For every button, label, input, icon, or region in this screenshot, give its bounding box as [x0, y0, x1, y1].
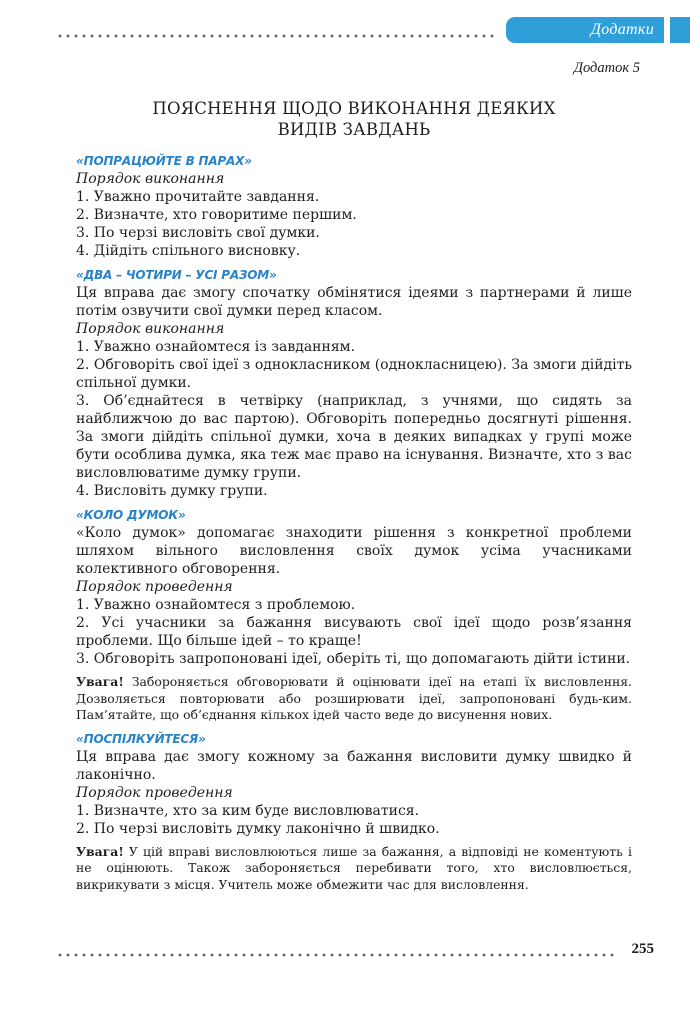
step: 4. Дійдіть спільного висновку. — [76, 243, 301, 259]
page-title — [76, 98, 632, 140]
step: 1. Визначте, хто за ким буде висловлюватися. — [76, 802, 420, 819]
appendix-label: Додаток 5 — [573, 60, 640, 76]
procedure-label: Порядок виконання — [76, 321, 225, 337]
heading-pairs: «ПОПРАЦЮЙТЕ В ПАРАХ» — [76, 154, 252, 168]
step: 3. Обговоріть запропоновані ідеї, оберіть ті, що допомагають дійти істини. — [76, 651, 631, 667]
top-dotted-rule — [56, 33, 496, 39]
note — [76, 674, 632, 724]
note-label: Увага! — [76, 674, 124, 689]
note-text: У цій вправі висловлюються лише за бажання, а відповіді не коментують і не оцінюють. Також забороняється перебивати того, хто висловлюється, викрикувати з місця. Учитель може обмежити час для висловлення. — [76, 843, 632, 892]
procedure-label: Порядок виконання — [76, 171, 225, 187]
step: 2. Обговоріть свої ідеї з однокласником (однокласницею). За змоги дійдіть спільної думки. — [76, 357, 632, 391]
section-tab: Додатки — [506, 17, 664, 43]
step: 1. Уважно прочитайте завдання. — [76, 189, 320, 205]
step: 2. Визначте, хто говоритиме першим. — [76, 207, 357, 223]
heading-communicate: «ПОСПІЛКУЙТЕСЯ» — [76, 731, 206, 746]
step: 3. По черзі висловіть свої думки. — [76, 225, 320, 241]
section-tab-edge — [670, 17, 690, 43]
note — [76, 844, 632, 894]
step: 2. Усі учасники за бажання висувають свої ідеї щодо розв’язання проблеми. Що більше ідей – то краще! — [76, 615, 632, 649]
step: 1. Уважно ознайомтеся з проблемою. — [76, 597, 356, 613]
section-intro: Ця вправа дає змогу кожному за бажання висловити думку швидко й лаконічно. — [76, 748, 632, 783]
title-line-1: ПОЯСНЕННЯ ЩОДО ВИКОНАННЯ ДЕЯКИХ — [152, 99, 556, 118]
section-intro: «Коло думок» допомагає знаходити рішення з конкретної проблеми шляхом вільного висловлення своїх думок усіма учасниками колективного обговорення. — [76, 525, 632, 577]
title-line-2: ВИДІВ ЗАВДАНЬ — [277, 120, 431, 139]
procedure-label: Порядок проведення — [76, 579, 233, 595]
note-text: Забороняється обговорювати й оцінювати ідеї на етапі їх висловлення. Дозволяється повторювати або розширювати ідеї, запропоновані будь-ким. Пам’ятайте, що об’єднання кількох ідей часто веде до висунення нових. — [76, 674, 632, 722]
procedure-label: Порядок проведення — [76, 784, 233, 801]
heading-circle-of-thoughts: «КОЛО ДУМОК» — [76, 508, 186, 522]
page-number: 255 — [631, 941, 654, 957]
section-intro: Ця вправа дає змогу спочатку обмінятися ідеями з партнерами й лише потім озвучити свої думки перед класом. — [76, 285, 632, 319]
step: 1. Уважно ознайомтеся із завданням. — [76, 339, 356, 355]
step: 4. Висловіть думку групи. — [76, 483, 268, 499]
step: 2. По черзі висловіть думку лаконічно й швидко. — [76, 820, 440, 837]
heading-two-four-all: «ДВА – ЧОТИРИ – УСІ РАЗОМ» — [76, 268, 277, 282]
step: 3. Об’єднайтеся в четвірку (наприклад, з учнями, що сидять за найближчою до вас партою). Обговоріть попередньо досягнуті рішення. За змоги дійдіть спільної думки, хоча в деяких випадках у групі може бути особлива думка, яка теж має право на існування. Визначте, хто з вас висловлюватиме думку групи. — [76, 393, 632, 481]
bottom-dotted-rule — [56, 952, 616, 958]
note-label: Увага! — [76, 843, 124, 859]
page-body — [76, 98, 632, 899]
